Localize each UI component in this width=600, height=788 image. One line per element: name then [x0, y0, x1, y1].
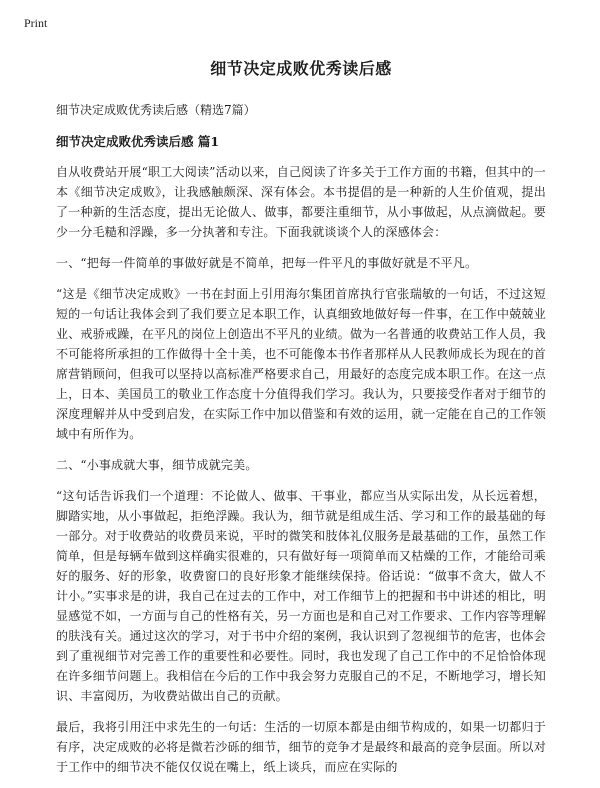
paragraph-conclusion: 最后，我将引用汪中求先生的一句话：生活的一切原本都是由细节构成的，如果一切都归于有序，决定成败的必将是微若沙砾的细节，细节的竞争才是最终和最高的竞争层面。所以对于工作中的细节决不能仅仅说在嘴上，纸上谈兵，而应在实际的	[56, 720, 546, 774]
paragraph-point-one: 一、“把每一件简单的事做好就是不简单，把每一件平凡的事做好就是不平凡。	[56, 256, 478, 270]
paragraph-intro: 自从收费站开展“职工大阅读”活动以来，自己阅读了许多关于工作方面的书籍，但其中的一本《细节决定成败》，让我感触颇深、深有体会。本书提倡的是一种新的人生价值观，提出了一种新的生活态度，提出无论做人、做事，都要注重细节，从小事做起，从点滴做起。要少一分毛糙和浮躁，多一分执著和专注。下面我就谈谈个人的深感体会：	[56, 165, 546, 239]
page-title: 细节决定成败优秀读后感	[210, 59, 392, 78]
document-subtitle: 细节决定成败优秀读后感（精选7篇）	[56, 103, 256, 117]
paragraph-point-two: 二、“小事成就大事，细节成就完美。	[56, 458, 258, 472]
print-link[interactable]: Print	[24, 16, 48, 30]
paragraph-point-two-body: “这句话告诉我们一个道理：不论做人、做事、干事业，都应当从实际出发，从长远着想，脚踏实地，从小事做起，拒绝浮躁。我认为，细节就是组成生活、学习和工作的最基础的每一部分。对于收费站的收费员来说，平时的微笑和肢体礼仪服务是最基础的工作，虽然工作简单，但是每辆车做到这样确实很难的，只有做好每一项简单而又枯燥的工作，才能给司乘好的服务、好的形象，收费窗口的良好形象才能继续保持。俗话说：“做事不贪大，做人不计小。”实事求是的讲，我自己在过去的工作中，对工作细节上的把握和书中讲述的相比，明显感觉不如，一方面与自己的性格有关，另一方面也是和自己对工作要求、工作内容等理解的肤浅有关。通过这次的学习，对于书中介绍的案例，我认识到了忽视细节的危害，也体会到了重视细节对完善工作的重要性和必要性。同时，我也发现了自己工作中的不足恰恰体现在许多细节问题上。我相信在今后的工作中我会努力克服自己的不足，不断地学习，增长知识、丰富阅历，为收费站做出自己的贡献。	[56, 489, 546, 703]
paragraph-point-one-body: “这是《细节决定成败》一书在封面上引用海尔集团首席执行官张瑞敏的一句话，不过这短短的一句话让我体会到了我们要立足本职工作，认真细致地做好每一件事，在工作中兢兢业业、戒骄戒躁，在平凡的岗位上创造出不平凡的业绩。做为一名普通的收费站工作人员，我不可能将所承担的工作做得十全十美，也不可能像本书作者那样从人民教师成长为现在的首席营销顾问，但我可以坚持以高标准严格要求自己，用最好的态度完成本职工作。在这一点上，日本、美国员工的敬业工作态度十分值得我们学习。我认为，只要接受作者对于细节的深度理解并从中受到启发，在实际工作中加以借鉴和有效的运用，就一定能在自己的工作领域中有所作为。	[56, 287, 546, 441]
document-content	[56, 48, 546, 788]
section-heading: 细节决定成败优秀读后感 篇1	[56, 134, 220, 149]
